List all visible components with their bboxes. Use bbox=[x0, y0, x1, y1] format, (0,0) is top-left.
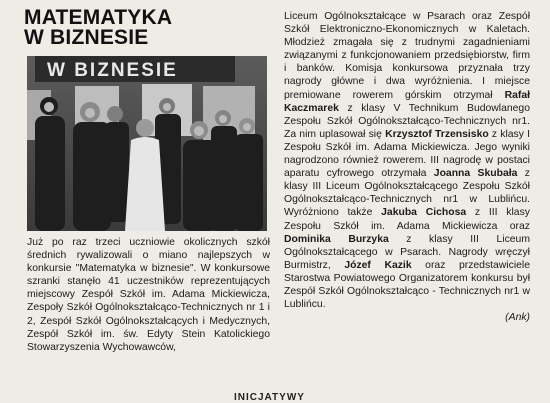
right-text-4: z klasy III Liceum Ogólnokształcącego Zespołu Szkół Ogólnokształcąco-Technicznych nr1 w Lublińcu. Wyróżniono także bbox=[284, 168, 530, 219]
winner-name-1: Rafał Kaczmarek bbox=[284, 89, 530, 114]
winner-name-6: Józef Kazik bbox=[344, 259, 412, 271]
group-photo-image bbox=[27, 56, 267, 231]
article-right-column bbox=[284, 10, 530, 324]
right-text-5: z III klasy Zespołu Szkół im. Adama Mickiewicza oraz bbox=[284, 207, 530, 232]
article-left-column bbox=[27, 236, 270, 354]
article-photo bbox=[27, 56, 267, 231]
article-title-line-2: W BIZNESIE bbox=[24, 26, 149, 49]
right-text-7: oraz przedstawiciele Starostwa Powiatowego Organizatorem konkursu był Zespół Szkół Ogólnokształcąco - Technicznych nr1 w Lublińcu. bbox=[284, 259, 530, 311]
author-signature: (Ank) bbox=[505, 312, 530, 324]
right-text-3: z klasy I Zespołu Szkół im. Adama Mickiewicza. Jego wyniki nagrodzono również rowerem. III nagrodę w postaci aparatu cyfrowego otrzymała bbox=[284, 128, 530, 180]
article-title-line-1: MATEMATYKA bbox=[24, 6, 173, 29]
winner-name-2: Krzysztof Trzensisko bbox=[385, 128, 489, 140]
headline-block bbox=[24, 8, 272, 48]
winner-name-4: Jakuba Cichosa bbox=[381, 207, 467, 219]
article-title bbox=[24, 8, 272, 48]
winner-name-5: Dominika Burzyka bbox=[284, 233, 389, 245]
right-text-2: z klasy V Technikum Budowlanego Zespołu Szkół Ogólnokształcąco-Technicznych nr1. Za nim uplasował się bbox=[284, 102, 530, 140]
winner-name-3: Joanna Skubała bbox=[433, 168, 518, 180]
article-paragraph-left: Już po raz trzeci uczniowie okolicznych szkół średnich rywalizowali o miano najlepszych w konkursie "Matematyka w biznesie". W konkursowe szranki stanęło 41 uczestników reprezentujących miejscowy Zespół Szkół im. Adama Mickiewicza, Zespoły Szkół Ogólnokształcąco-Technicznych nr 1 i 2, Zespół Szkół Ogólnokształcących i Medycznych, Zespół Szkół im. św. Edyty Stein Katolickiego Stowarzyszenia Wychowawców, bbox=[27, 237, 270, 353]
section-footer: INICJATYWY bbox=[234, 392, 305, 403]
right-text-1: Liceum Ogólnokształcące w Psarach oraz Zespół Szkół Elektroniczno-Ekonomicznych w Kaletach. Młodzież zmagała się z trudnymi zagadnieniami związanymi z funkcjonowaniem przedsiębiorstw, firm i banków. Komisja konkursowa przyznała trzy nagrody główne i dwa wyróżnienia. I miejsce premiowane rowerem górskim otrzymał bbox=[284, 11, 530, 101]
photo-banner-text: W BIZNESIE bbox=[47, 60, 178, 81]
article-paragraph-right bbox=[284, 10, 530, 324]
right-text-6: z klasy III Liceum Ogólnokształcącego w Psarach. Nagrody wręczył Burmistrz, bbox=[284, 233, 530, 271]
